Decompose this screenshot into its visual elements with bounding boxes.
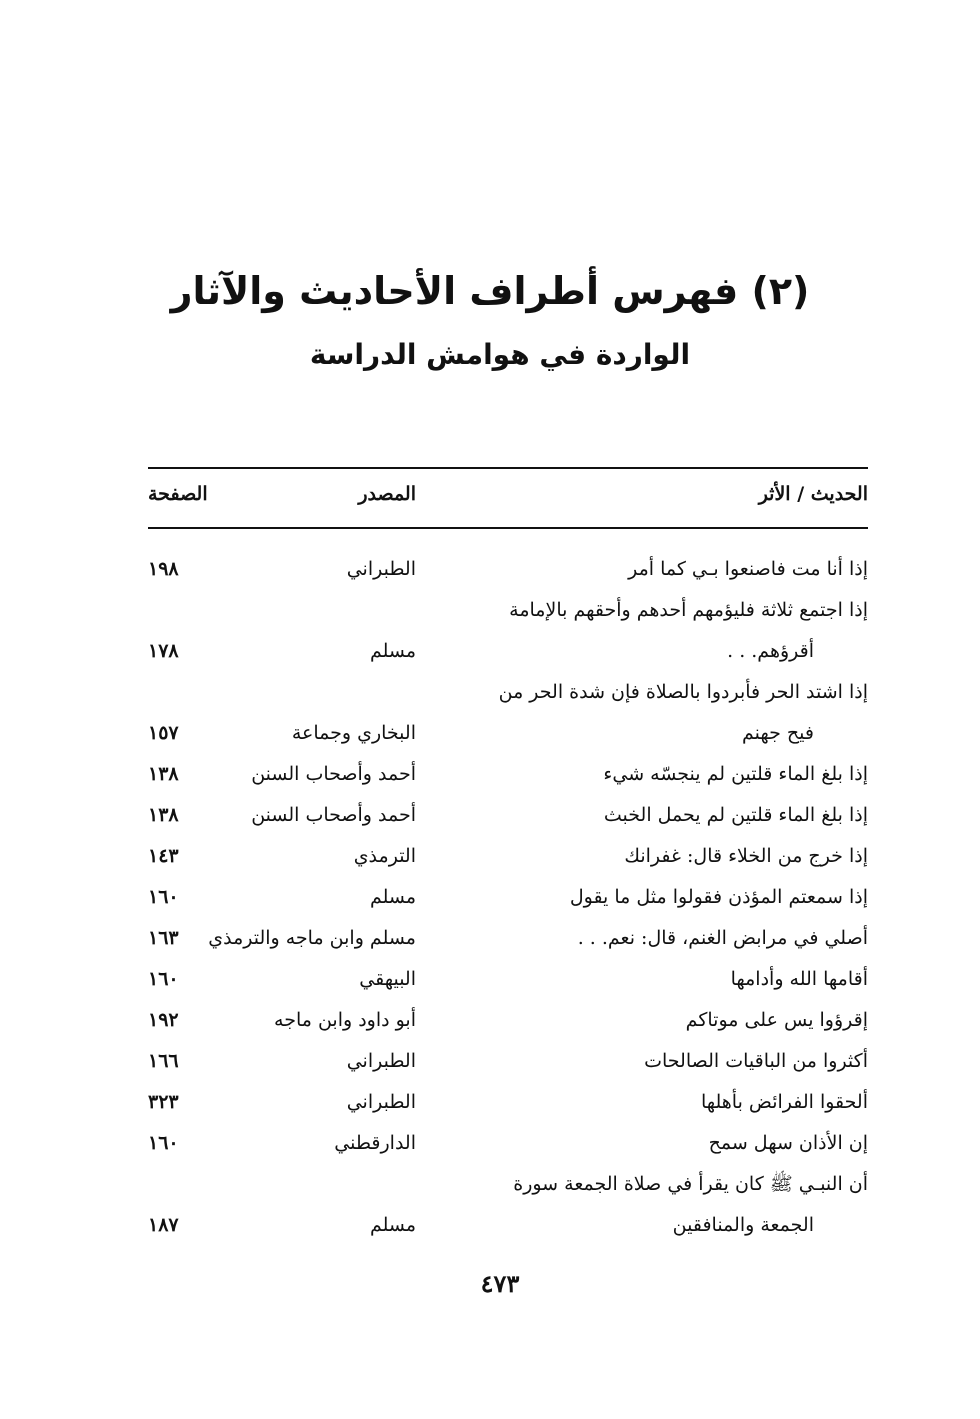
table-row (148, 713, 868, 754)
table-row (148, 1205, 868, 1246)
table-row (148, 836, 868, 877)
source-text: أحمد وأصحاب السنن (251, 763, 416, 785)
hadith-text: إن الأذان سهل سمح (708, 1132, 868, 1154)
hadith-text: فيح جهنم (741, 722, 814, 744)
source-text: الدارقطني (334, 1132, 416, 1154)
table-row (148, 959, 868, 1000)
page-ref: ١٩٢ (148, 1009, 179, 1031)
hadith-text: إذا خرج من الخلاء قال: غفرانك (624, 845, 868, 867)
page-ref: ١٦٠ (148, 968, 179, 990)
table-header-rule (148, 527, 868, 529)
hadith-text: إذا اشتد الحر فأبردوا بالصلاة فإن شدة الحر من (498, 681, 868, 703)
table-row (148, 1123, 868, 1164)
source-text: الطبراني (346, 1050, 416, 1072)
page-ref: ١٩٨ (148, 558, 179, 580)
source-text: مسلم (369, 1214, 416, 1236)
source-text: البيهقي (359, 968, 416, 990)
page-ref: ١٦٠ (148, 1132, 179, 1154)
column-header-hadith: الحديث / الأثر (758, 483, 868, 505)
page-number: ٤٧٣ (480, 1269, 520, 1298)
hadith-text: أصلي في مرابض الغنم، قال: نعم. . . (577, 927, 868, 949)
source-text: أبو داود وابن ماجه (274, 1009, 416, 1031)
index-title: (٢) فهرس أطراف الأحاديث والآثار (170, 269, 810, 313)
table-row (148, 1164, 868, 1205)
table-top-rule (148, 467, 868, 469)
hadith-text: أكثروا من الباقيات الصالحات (644, 1050, 868, 1072)
source-text: الطبراني (346, 1091, 416, 1113)
table-row (148, 1082, 868, 1123)
source-text: مسلم وابن ماجه والترمذي (208, 927, 416, 949)
source-text: مسلم (369, 640, 416, 662)
hadith-text: إذا أنا مت فاصنعوا بـي كما أمر (628, 558, 868, 580)
page-ref: ١٨٧ (148, 1214, 179, 1236)
index-table-body (148, 549, 868, 1246)
table-row (148, 754, 868, 795)
page-ref: ١٦٣ (148, 927, 179, 949)
table-row (148, 672, 868, 713)
source-text: الطبراني (346, 558, 416, 580)
hadith-text: الجمعة والمنافقين (672, 1214, 814, 1236)
source-text: البخاري وجماعة (291, 722, 416, 744)
hadith-text: أقرؤهم. . . (727, 640, 814, 662)
hadith-text: أقامها الله وأدامها (730, 968, 868, 990)
hadith-text: إذا سمعتم المؤذن فقولوا مثل ما يقول (569, 886, 868, 908)
page-ref: ١٦٠ (148, 886, 179, 908)
page-ref: ٣٢٣ (148, 1091, 179, 1113)
hadith-text: ألحقوا الفرائض بأهلها (700, 1091, 868, 1113)
table-row (148, 918, 868, 959)
hadith-text: إذا اجتمع ثلاثة فليؤمهم أحدهم وأحقهم بالإمامة (509, 599, 868, 621)
page-ref: ١٣٨ (148, 763, 179, 785)
page-ref: ١٣٨ (148, 804, 179, 826)
index-subtitle: الواردة في هوامش الدراسة (309, 338, 691, 371)
table-row (148, 1000, 868, 1041)
page-ref: ١٧٨ (148, 640, 179, 662)
table-row (148, 1041, 868, 1082)
table-row (148, 631, 868, 672)
table-row (148, 549, 868, 590)
hadith-text: إذا بلغ الماء قلتين لم يحمل الخبث (603, 804, 868, 826)
source-text: الترمذي (353, 845, 416, 867)
column-header-source: المصدر (358, 483, 416, 505)
source-text: مسلم (369, 886, 416, 908)
hadith-text: إقرؤوا يس على موتاكم (685, 1009, 868, 1031)
page-ref: ١٦٦ (148, 1050, 179, 1072)
page-ref: ١٥٧ (148, 722, 179, 744)
table-row (148, 877, 868, 918)
hadith-text: أن النبـي ﷺ كان يقرأ في صلاة الجمعة سورة (513, 1173, 868, 1195)
table-row (148, 795, 868, 836)
column-header-page: الصفحة (148, 483, 208, 505)
source-text: أحمد وأصحاب السنن (251, 804, 416, 826)
hadith-text: إذا بلغ الماء قلتين لم ينجسّه شيء (603, 763, 868, 785)
page-ref: ١٤٣ (148, 845, 179, 867)
table-row (148, 590, 868, 631)
